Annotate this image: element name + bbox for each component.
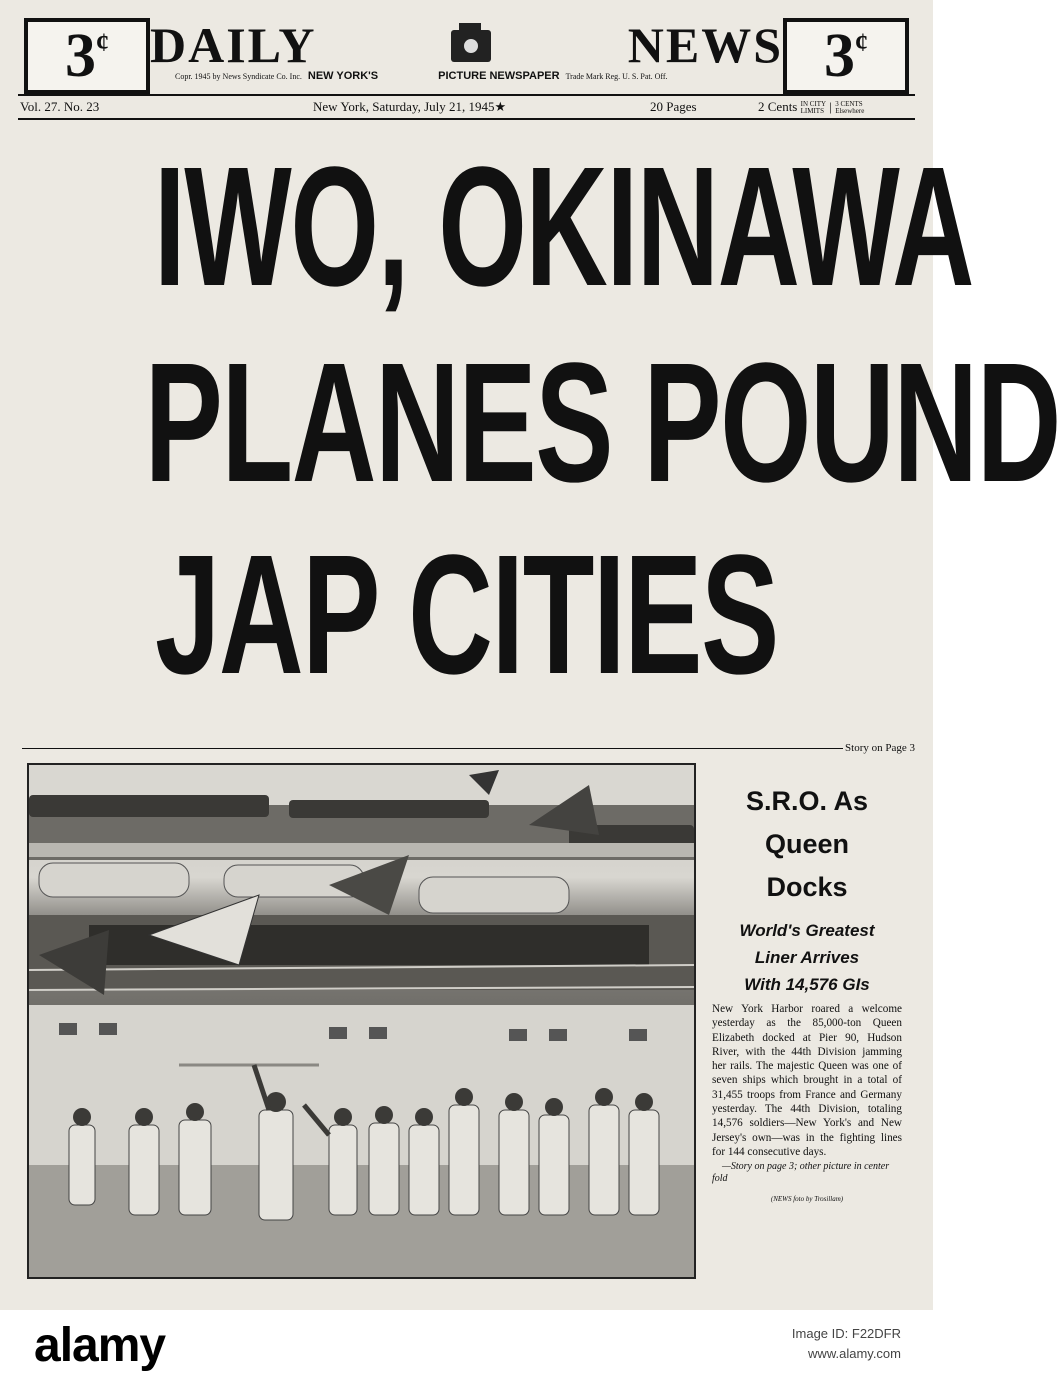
trademark-text: Trade Mark Reg. U. S. Pat. Off. bbox=[565, 72, 668, 81]
masthead-title bbox=[150, 17, 783, 73]
volume-number: Vol. 27. No. 23 bbox=[20, 99, 100, 114]
price-line: 2 Cents IN CITY LIMITS | 3 CENTS Elsewhere bbox=[758, 98, 865, 115]
sidebar-subhead-1: World's Greatest bbox=[739, 921, 875, 940]
masthead-title-right: NEWS bbox=[627, 17, 783, 73]
tagline-left: NEW YORK'S bbox=[307, 70, 379, 82]
price-else-2: Elsewhere bbox=[835, 107, 865, 115]
price-left: 3 bbox=[65, 22, 96, 90]
sidebar-body-text: New York Harbor roared a welcome yesterday as the 85,000-ton Queen Elizabeth docked at Pier 90, Hudson River, with the 44th Division jamming her rails. The majestic Queen was one of seven ships which brought in a total of 31,455 troops from France and Germany yesterday. The 44th Division, totaling 14,576 soldiers—New York's and New Jersey's own—was in the fighting lines for 144 consecutive days. bbox=[712, 1003, 902, 1158]
tagline-right: PICTURE NEWSPAPER bbox=[438, 70, 560, 82]
stock-footer bbox=[0, 1310, 933, 1390]
sidebar-subhead-2: Liner Arrives bbox=[754, 948, 860, 967]
sidebar-subhead-3: With 14,576 GIs bbox=[744, 975, 870, 994]
ship-photo-illustration bbox=[29, 765, 694, 1277]
price-right: 3 bbox=[824, 22, 855, 90]
sidebar-story-reference: —Story on page 3; other picture in center fold bbox=[712, 1161, 890, 1185]
headline-line-2: PLANES POUND bbox=[144, 328, 1060, 518]
cent-symbol-left: ¢ bbox=[96, 28, 109, 57]
footer-meta bbox=[792, 1324, 901, 1364]
story-ref-text: Story on Page 3 bbox=[845, 742, 915, 754]
price-box-right bbox=[783, 18, 909, 94]
photo-credit: (NEWS foto by Trosillam) bbox=[770, 1195, 844, 1204]
dateline-bar bbox=[18, 94, 915, 120]
sidebar-headline-3: Docks bbox=[766, 872, 848, 902]
camera-icon bbox=[445, 20, 499, 70]
price-city-note bbox=[801, 101, 826, 115]
masthead-subline bbox=[175, 70, 775, 82]
price-elsewhere bbox=[835, 101, 864, 115]
sidebar-story bbox=[712, 780, 902, 1203]
headline-line-3: JAP CITIES bbox=[155, 520, 778, 710]
story-ref-rule bbox=[22, 748, 843, 749]
story-reference bbox=[0, 742, 915, 754]
ship-photo bbox=[27, 763, 696, 1279]
masthead-title-left: DAILY bbox=[150, 17, 317, 73]
sidebar-headline-2: Queen bbox=[764, 829, 850, 859]
footer-site: www.alamy.com bbox=[808, 1346, 901, 1361]
price-city: 2 Cents bbox=[758, 98, 798, 114]
price-else-1: 3 CENTS bbox=[835, 100, 863, 108]
image-id: Image ID: F22DFR bbox=[791, 1326, 901, 1341]
page-count: 20 Pages bbox=[650, 99, 697, 114]
alamy-logo: alamy bbox=[34, 1319, 166, 1372]
price-box-left bbox=[24, 18, 150, 94]
sidebar-headline-1: S.R.O. As bbox=[745, 786, 869, 816]
copyright-text: Copr. 1945 by News Syndicate Co. Inc. bbox=[175, 72, 302, 81]
cent-symbol-right: ¢ bbox=[855, 28, 868, 57]
headline-line-1: IWO, OKINAWA bbox=[153, 132, 974, 322]
price-city-note-2: LIMITS bbox=[800, 107, 824, 115]
price-city-note-1: IN CITY bbox=[800, 100, 827, 108]
publication-date: New York, Saturday, July 21, 1945★ bbox=[313, 99, 507, 114]
